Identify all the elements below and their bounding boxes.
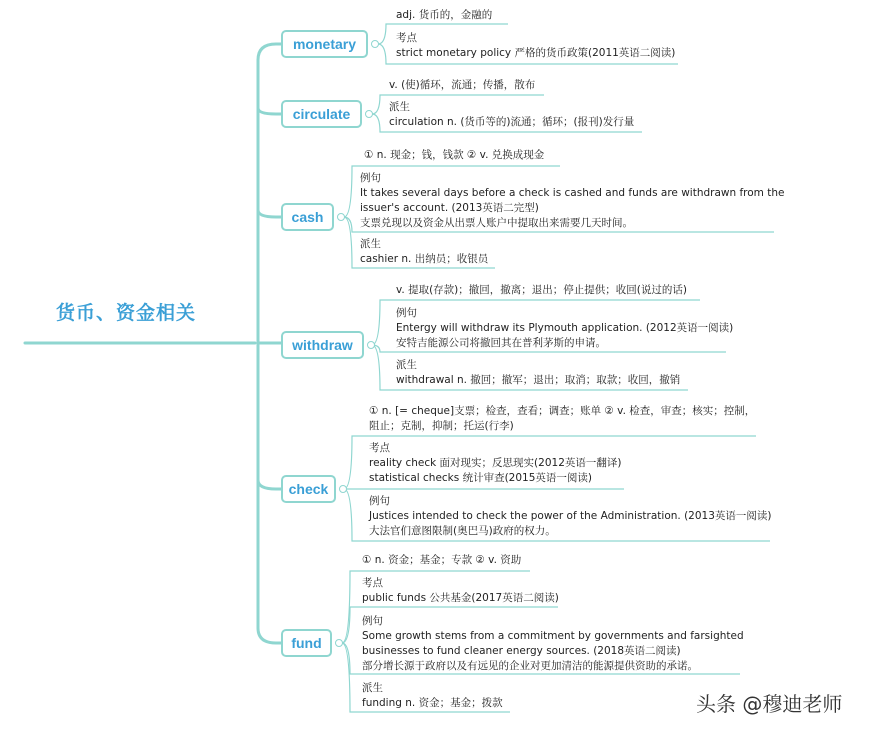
kaodian-line: public funds 公共基金(2017英语二阅读): [362, 592, 559, 604]
node-fund[interactable]: fund: [281, 629, 332, 657]
collapse-toggle-icon[interactable]: [371, 40, 379, 48]
liju-line: 部分增长源于政府以及有远见的企业对更加清洁的能源提供资助的承诺。: [362, 660, 698, 672]
collapse-toggle-icon[interactable]: [365, 110, 373, 118]
kaodian-heading: 考点: [396, 32, 417, 44]
kaodian-line: strict monetary policy 严格的货币政策(2011英语二阅读): [396, 47, 676, 59]
liju-line: Justices intended to check the power of the Administration. (2013英语一阅读): [369, 510, 772, 522]
paisheng-line: funding n. 资金；基金；拨款: [362, 697, 503, 709]
liju-line: Some growth stems from a commitment by governments and farsighted: [362, 630, 744, 642]
paisheng-heading: 派生: [396, 359, 417, 371]
liju-line: businesses to fund cleaner energy sources. (2018英语二阅读): [362, 645, 681, 657]
circulate-definition: v. (使)循环，流通；传播，散布: [389, 79, 536, 91]
collapse-toggle-icon[interactable]: [337, 213, 345, 221]
fund-definition: ① n. 资金；基金；专款 ② v. 资助: [362, 554, 522, 566]
kaodian-heading: 考点: [369, 442, 390, 454]
paisheng-heading: 派生: [360, 238, 381, 250]
fund-paisheng: [362, 681, 503, 711]
collapse-toggle-icon[interactable]: [335, 639, 343, 647]
liju-heading: 例句: [362, 615, 383, 627]
fund-liju: [362, 614, 744, 674]
liju-line: issuer's account. (2013英语二完型): [360, 202, 539, 214]
node-cash[interactable]: cash: [281, 203, 334, 231]
node-circulate[interactable]: circulate: [281, 100, 362, 128]
collapse-toggle-icon[interactable]: [367, 341, 375, 349]
liju-line: 支票兑现以及资金从出票人账户中提取出来需要几天时间。: [360, 217, 633, 229]
liju-heading: 例句: [360, 172, 381, 184]
node-check[interactable]: check: [281, 475, 336, 503]
fund-kaodian: [362, 576, 559, 606]
definition-line: 阻止；克制，抑制；托运(行李): [369, 420, 514, 432]
liju-heading: 例句: [369, 495, 390, 507]
liju-line: 安特吉能源公司将撤回其在普利茅斯的申请。: [396, 337, 606, 349]
withdraw-paisheng: [396, 358, 680, 388]
root-topic: 货币、资金相关: [56, 302, 197, 324]
paisheng-line: withdrawal n. 撤回；撤军；退出；取消；取款；收回，撤销: [396, 374, 681, 386]
withdraw-definition: v. 提取(存款)；撤回，撤离；退出；停止提供；收回(说过的话): [396, 284, 687, 296]
liju-heading: 例句: [396, 307, 417, 319]
paisheng-heading: 派生: [389, 101, 410, 113]
monetary-kaodian: [396, 31, 675, 61]
check-kaodian: [369, 441, 621, 486]
kaodian-line: statistical checks 统计审查(2015英语一阅读): [369, 472, 592, 484]
watermark: 头条 @穆迪老师: [696, 692, 843, 716]
paisheng-heading: 派生: [362, 682, 383, 694]
check-definition: [369, 404, 755, 434]
node-withdraw[interactable]: withdraw: [281, 331, 364, 359]
check-liju: [369, 494, 772, 539]
paisheng-line: cashier n. 出纳员；收银员: [360, 253, 489, 265]
node-monetary[interactable]: monetary: [281, 30, 368, 58]
liju-line: 大法官们意图限制(奥巴马)政府的权力。: [369, 525, 556, 537]
kaodian-heading: 考点: [362, 577, 383, 589]
cash-definition: ① n. 现金；钱，钱款 ② v. 兑换成现金: [364, 149, 545, 161]
withdraw-liju: [396, 306, 733, 351]
kaodian-line: reality check 面对现实；反思现实(2012英语一翻译): [369, 457, 622, 469]
cash-paisheng: [360, 237, 488, 267]
liju-line: It takes several days before a check is cashed and funds are withdrawn from the: [360, 187, 785, 199]
collapse-toggle-icon[interactable]: [339, 485, 347, 493]
definition-line: ① n. [= cheque]支票；检查，查看；调查；账单 ② v. 检查，审查；核实；控制，: [369, 405, 756, 417]
circulate-paisheng: [389, 100, 634, 130]
liju-line: Entergy will withdraw its Plymouth application. (2012英语一阅读): [396, 322, 734, 334]
paisheng-line: circulation n. (货币等的)流通；循环；(报刊)发行量: [389, 116, 635, 128]
monetary-definition: adj. 货币的，金融的: [396, 9, 493, 21]
cash-liju: [360, 171, 784, 231]
